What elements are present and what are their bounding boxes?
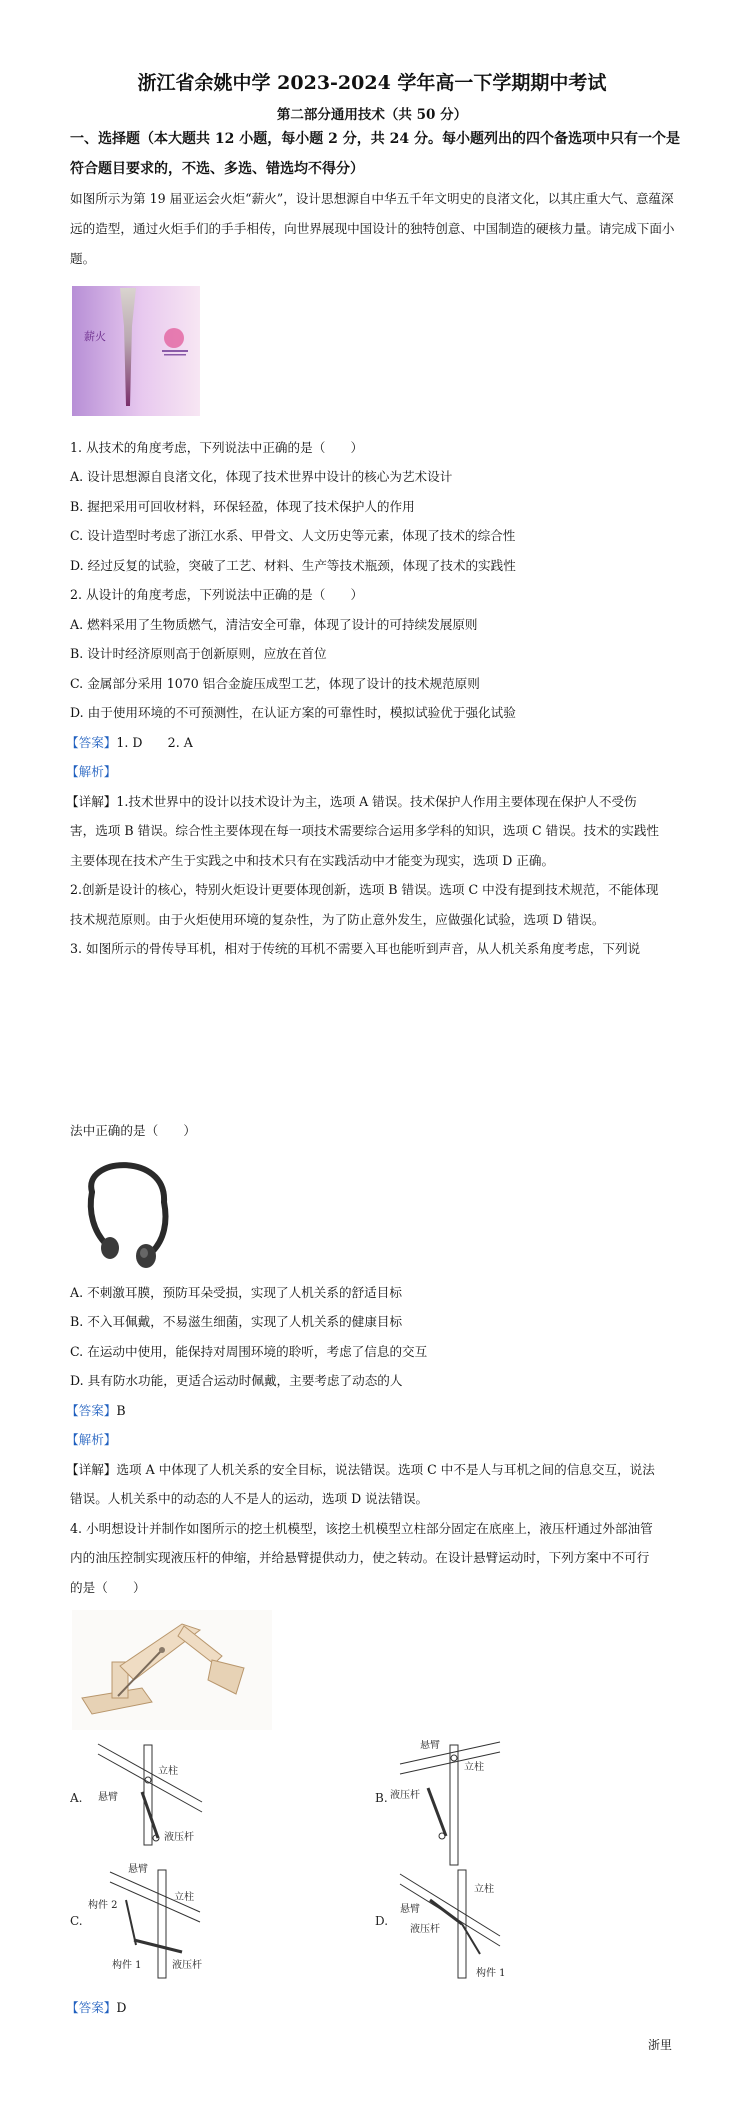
- q2-stem: 2. 从设计的角度考虑，下列说法中正确的是（ ）: [70, 587, 364, 602]
- torch-illustration: [72, 286, 200, 416]
- headphone-image: [72, 1152, 182, 1270]
- diagram-option-a: [70, 1744, 202, 1845]
- label-column: 立柱: [464, 1762, 484, 1773]
- label-column: 立柱: [158, 1766, 178, 1777]
- q2-option-a: A. 燃料采用了生物质燃气，清洁安全可靠，体现了设计的可持续发展原则: [70, 617, 478, 632]
- label-part1: 构件 1: [476, 1968, 506, 1979]
- label-rod: 液压杆: [172, 1960, 202, 1971]
- detail-line: 【详解】1.技术世界中的设计以技术设计为主，选项 A 错误。技术保护人作用主要体现在保护人不受伤: [66, 794, 637, 809]
- q4-stem-line: 的是（ ）: [70, 1580, 146, 1595]
- option-letter-d: D.: [375, 1914, 389, 1928]
- answer-text: 1. D 2. A: [116, 735, 193, 750]
- q4-diagrams: [70, 1740, 690, 1980]
- q1-option-d: D. 经过反复的试验，突破了工艺、材料、生产等技术瓶颈，体现了技术的实践性: [70, 558, 516, 573]
- q4-stem-line: 内的油压控制实现液压杆的伸缩，并给悬臂提供动力，使之转动。在设计悬臂运动时，下列方案中不可行: [70, 1550, 650, 1565]
- label-part1: 构件 1: [112, 1960, 142, 1971]
- label-arm: 悬臂: [98, 1792, 118, 1803]
- label-column: 立柱: [174, 1892, 194, 1903]
- analysis-tag-2: 【解析】: [66, 1432, 117, 1447]
- q1-option-c: C. 设计造型时考虑了浙江水系、甲骨文、人文历史等元素，体现了技术的综合性: [70, 528, 516, 543]
- analysis-tag-1: 【解析】: [66, 764, 117, 779]
- label-rod: 液压杆: [410, 1924, 440, 1935]
- detail-line: 【详解】选项 A 中体现了人机关系的安全目标，说法错误。选项 C 中不是人与耳机之间的信息交互，说法: [66, 1462, 655, 1477]
- option-letter-b: B.: [375, 1791, 388, 1805]
- q2-option-c: C. 金属部分采用 1070 铝合金旋压成型工艺，体现了设计的技术规范原则: [70, 676, 480, 691]
- diagram-option-c: [70, 1862, 202, 1978]
- detail-line: 错误。人机关系中的动态的人不是人的运动，选项 D 说法错误。: [70, 1491, 429, 1506]
- intro-paragraph: 如图所示为第 19 届亚运会火炬“薪火”，设计思想源自中华五千年文明史的良渚文化，以其庄重大气、意蕴深远的造型，通过火炬手们的手手相传，向世界展现中国设计的独特创意、中国制造的硬核力量。请完成下面小题。: [70, 191, 675, 266]
- torch-logo-text: 薪火: [84, 330, 106, 343]
- option-letter-c: C.: [70, 1914, 83, 1928]
- excavator-model-image: [72, 1610, 272, 1730]
- label-arm: 悬臂: [420, 1740, 440, 1751]
- diagram-option-d: [375, 1870, 506, 1979]
- answer-tag: 【答案】: [66, 2000, 117, 2015]
- section-heading: 一、选择题（本大题共 12 小题，每小题 2 分，共 24 分。每小题列出的四个备选项中只有一个是符合题目要求的，不选、多选、错选均不得分）: [70, 131, 680, 177]
- answer-tag: 【答案】: [66, 735, 117, 750]
- diagram-option-b: [375, 1740, 500, 1865]
- q3-option-c: C. 在运动中使用，能保持对周围环境的聆听，考虑了信息的交互: [70, 1344, 428, 1359]
- label-part2: 构件 2: [88, 1900, 118, 1911]
- q3-stem-part1: 3. 如图所示的骨传导耳机，相对于传统的耳机不需要入耳也能听到声音，从人机关系角度考虑，下列说: [70, 941, 641, 956]
- excavator-illustration: [72, 1610, 272, 1730]
- answer-text: B: [116, 1403, 126, 1418]
- q3-option-d: D. 具有防水功能，更适合运动时佩戴，主要考虑了动态的人: [70, 1373, 403, 1388]
- q2-option-d: D. 由于使用环境的不可预测性，在认证方案的可靠性时，模拟试验优于强化试验: [70, 705, 516, 720]
- answer-3: [66, 1400, 126, 1419]
- page-title: 浙江省余姚中学 2023-2024 学年高一下学期期中考试: [137, 72, 607, 94]
- q3-option-b: B. 不入耳佩戴，不易滋生细菌，实现了人机关系的健康目标: [70, 1314, 403, 1329]
- detail-line: 技术规范原则。由于火炬使用环境的复杂性，为了防止意外发生，应做强化试验，选项 D 错误。: [70, 912, 605, 927]
- q2-option-b: B. 设计时经济原则高于创新原则，应放在首位: [70, 646, 327, 661]
- bone-conduction-headphone: [72, 1152, 182, 1270]
- detail-line: 害，选项 B 错误。综合性主要体现在每一项技术需要综合运用多学科的知识，选项 C 错误。技术的实践性: [70, 823, 660, 838]
- page-subtitle: 第二部分通用技术（共 50 分）: [276, 107, 468, 123]
- answer-1-2: [66, 732, 193, 751]
- label-rod: 液压杆: [164, 1832, 194, 1843]
- footer-mark: 浙里: [648, 2038, 673, 2052]
- label-arm: 悬臂: [128, 1864, 148, 1875]
- answer-text: D: [116, 2000, 127, 2015]
- q1-option-a: A. 设计思想源自良渚文化，体现了技术世界中设计的核心为艺术设计: [70, 469, 453, 484]
- label-arm: 悬臂: [400, 1904, 420, 1915]
- torch-image: [72, 286, 200, 416]
- detail-line: 主要体现在技术产生于实践之中和技术只有在实践活动中才能变为现实，选项 D 正确。: [70, 853, 555, 868]
- answer-tag: 【答案】: [66, 1403, 117, 1418]
- answer-4: [66, 1997, 126, 2016]
- q4-stem-line: 4. 小明想设计并制作如图所示的挖土机模型，该挖土机模型立柱部分固定在底座上，液压杆通过外部油管: [70, 1521, 653, 1536]
- q1-option-b: B. 握把采用可回收材料，环保轻盈，体现了技术保护人的作用: [70, 499, 415, 514]
- detail-line: 2.创新是设计的核心，特别火炬设计更要体现创新，选项 B 错误。选项 C 中没有提到技术规范，不能体现: [70, 882, 659, 897]
- label-rod: 液压杆: [390, 1790, 420, 1801]
- q1-stem: 1. 从技术的角度考虑，下列说法中正确的是（ ）: [70, 440, 364, 455]
- q3-stem-part2: 法中正确的是（ ）: [70, 1123, 196, 1138]
- label-column: 立柱: [474, 1884, 494, 1895]
- option-letter-a: A.: [70, 1791, 83, 1805]
- q4-options-svg: [70, 1740, 690, 1980]
- q3-option-a: A. 不刺激耳膜，预防耳朵受损，实现了人机关系的舒适目标: [70, 1285, 402, 1300]
